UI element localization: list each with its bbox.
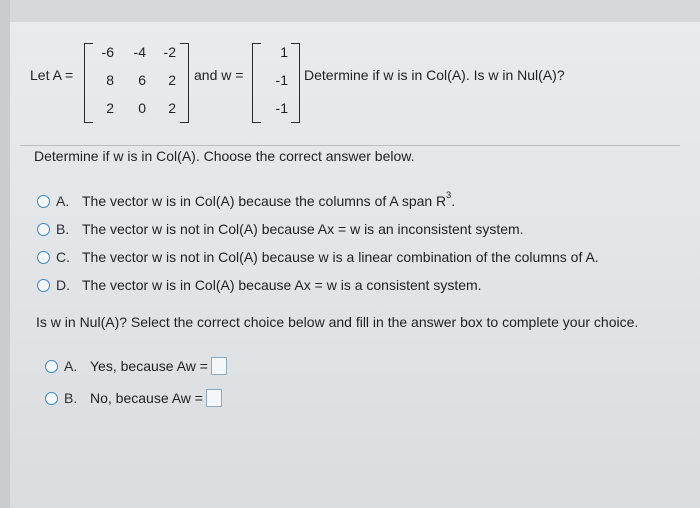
top-strip <box>0 0 700 22</box>
radio-icon[interactable] <box>45 360 58 373</box>
vector-w-left-bracket <box>252 43 261 123</box>
vector-w-cell: -1 <box>275 72 288 88</box>
part1-option-b[interactable] <box>37 221 524 237</box>
matrix-a-cell: -2 <box>163 44 176 60</box>
matrix-a-right-bracket <box>180 43 189 123</box>
option-letter: A. <box>64 358 78 374</box>
option-tail: . <box>451 193 456 209</box>
vector-w-cell: 1 <box>280 44 288 60</box>
part2-option-b[interactable] <box>45 389 222 407</box>
option-text: The vector w is in Col(A) because Ax = w is a consistent system. <box>82 277 482 293</box>
option-text: The vector w is not in Col(A) because w is a linear combination of the columns of A. <box>82 249 599 265</box>
option-letter: C. <box>56 249 70 265</box>
option-letter: B. <box>64 390 78 406</box>
left-edge <box>0 0 10 508</box>
part1-prompt: Determine if w is in Col(A). Choose the correct answer below. <box>34 148 415 164</box>
option-letter: A. <box>56 193 70 209</box>
and-w-label: and w = <box>194 67 244 83</box>
divider <box>20 145 680 146</box>
answer-box[interactable] <box>211 357 227 375</box>
option-text: Yes, because Aw = <box>90 358 208 374</box>
part1-option-a[interactable] <box>37 190 456 209</box>
option-text: The vector w is in Col(A) because the columns of A span R <box>82 193 447 209</box>
let-a-label: Let A = <box>30 67 74 83</box>
part2-option-a[interactable] <box>45 357 227 375</box>
vector-w-cell: -1 <box>275 100 288 116</box>
matrix-a-cell: 6 <box>138 72 146 88</box>
option-text: The vector w is not in Col(A) because Ax = w is an inconsistent system. <box>82 221 524 237</box>
matrix-a-cell: 2 <box>106 100 114 116</box>
part2-prompt: Is w in Nul(A)? Select the correct choice below and fill in the answer box to complete your choice. <box>36 314 639 330</box>
matrix-a-cell: -4 <box>133 44 146 60</box>
matrix-a-cell: 2 <box>168 72 176 88</box>
superscript: 3 <box>446 190 452 200</box>
matrix-a-cell: 0 <box>138 100 146 116</box>
question-ask: Determine if w is in Col(A). Is w in Nul(A)? <box>304 67 565 83</box>
radio-icon[interactable] <box>37 223 50 236</box>
radio-icon[interactable] <box>37 195 50 208</box>
option-letter: B. <box>56 221 70 237</box>
matrix-a-cell: -6 <box>101 44 114 60</box>
answer-box[interactable] <box>206 389 222 407</box>
option-text: No, because Aw = <box>90 390 203 406</box>
vector-w-right-bracket <box>291 43 300 123</box>
matrix-a-cell: 8 <box>106 72 114 88</box>
part1-option-c[interactable] <box>37 249 599 265</box>
matrix-a-cell: 2 <box>168 100 176 116</box>
option-letter: D. <box>56 277 70 293</box>
radio-icon[interactable] <box>37 251 50 264</box>
radio-icon[interactable] <box>45 392 58 405</box>
part1-option-d[interactable] <box>37 277 482 293</box>
radio-icon[interactable] <box>37 279 50 292</box>
